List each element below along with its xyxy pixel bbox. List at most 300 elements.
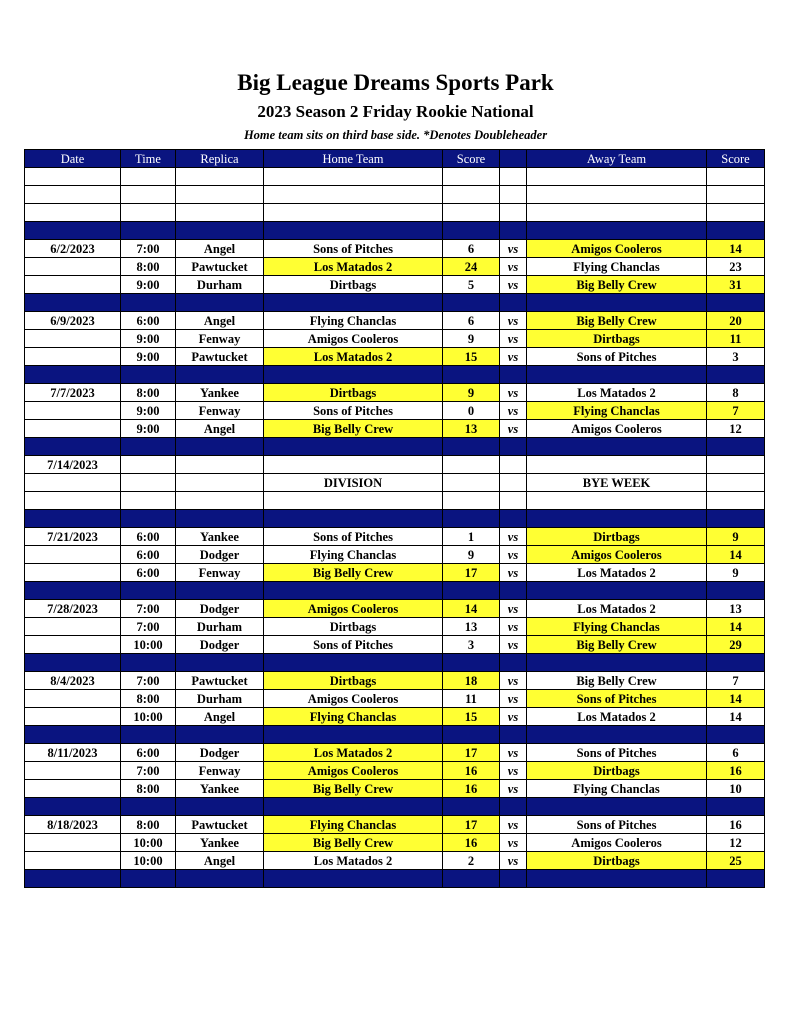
cell-away-score <box>707 456 765 474</box>
cell-time: 8:00 <box>121 816 176 834</box>
cell-away-score: 10 <box>707 780 765 798</box>
separator-cell <box>707 366 765 384</box>
cell-replica: Yankee <box>176 780 264 798</box>
cell-date <box>25 330 121 348</box>
separator-cell <box>264 870 443 888</box>
cell-date <box>25 474 121 492</box>
separator-cell <box>443 366 500 384</box>
cell-home-team: Dirtbags <box>264 384 443 402</box>
separator-cell <box>500 510 527 528</box>
cell-away-team: Dirtbags <box>527 852 707 870</box>
table-row <box>25 492 765 510</box>
cell-home-team: Flying Chanclas <box>264 546 443 564</box>
cell-away-team: Dirtbags <box>527 330 707 348</box>
cell-time: 9:00 <box>121 330 176 348</box>
separator-cell <box>264 366 443 384</box>
table-row <box>25 744 765 762</box>
table-row <box>25 780 765 798</box>
cell-vs: vs <box>500 708 527 726</box>
cell-away-team <box>527 204 707 222</box>
cell-time: 6:00 <box>121 546 176 564</box>
separator-cell <box>176 294 264 312</box>
cell-date: 6/2/2023 <box>25 240 121 258</box>
cell-away-score: 12 <box>707 834 765 852</box>
cell-away-team: Los Matados 2 <box>527 384 707 402</box>
cell-away-score: 3 <box>707 348 765 366</box>
cell-away-team: Big Belly Crew <box>527 636 707 654</box>
separator-cell <box>25 870 121 888</box>
cell-home-score <box>443 186 500 204</box>
cell-time: 6:00 <box>121 312 176 330</box>
cell-vs: vs <box>500 744 527 762</box>
cell-vs: vs <box>500 762 527 780</box>
table-row <box>25 474 765 492</box>
cell-home-score: 6 <box>443 312 500 330</box>
cell-replica: Yankee <box>176 528 264 546</box>
separator-row <box>25 726 765 744</box>
cell-home-team <box>264 186 443 204</box>
cell-away-team: Flying Chanclas <box>527 618 707 636</box>
cell-away-score: 13 <box>707 600 765 618</box>
cell-away-score <box>707 168 765 186</box>
cell-home-team: Dirtbags <box>264 618 443 636</box>
separator-cell <box>527 222 707 240</box>
table-row <box>25 186 765 204</box>
table-row <box>25 258 765 276</box>
table-row <box>25 636 765 654</box>
col-header-home-score: Score <box>443 150 500 168</box>
cell-away-score: 23 <box>707 258 765 276</box>
cell-home-team <box>264 492 443 510</box>
cell-date <box>25 762 121 780</box>
cell-vs: vs <box>500 636 527 654</box>
table-row <box>25 852 765 870</box>
separator-cell <box>176 726 264 744</box>
cell-replica: Pawtucket <box>176 348 264 366</box>
cell-home-team: Amigos Cooleros <box>264 330 443 348</box>
cell-time <box>121 204 176 222</box>
cell-home-team <box>264 204 443 222</box>
separator-cell <box>527 726 707 744</box>
cell-vs <box>500 204 527 222</box>
cell-replica <box>176 186 264 204</box>
cell-home-score: 24 <box>443 258 500 276</box>
table-row <box>25 690 765 708</box>
cell-time: 6:00 <box>121 744 176 762</box>
cell-replica: Pawtucket <box>176 258 264 276</box>
cell-away-score <box>707 492 765 510</box>
cell-vs: vs <box>500 330 527 348</box>
cell-home-team: Sons of Pitches <box>264 240 443 258</box>
cell-date <box>25 618 121 636</box>
table-row <box>25 240 765 258</box>
separator-cell <box>707 510 765 528</box>
separator-cell <box>527 294 707 312</box>
cell-home-team: Los Matados 2 <box>264 744 443 762</box>
cell-time: 10:00 <box>121 636 176 654</box>
separator-row <box>25 654 765 672</box>
table-row <box>25 402 765 420</box>
separator-cell <box>500 582 527 600</box>
table-row <box>25 672 765 690</box>
cell-replica: Pawtucket <box>176 672 264 690</box>
cell-vs: vs <box>500 546 527 564</box>
table-row <box>25 348 765 366</box>
cell-vs: vs <box>500 852 527 870</box>
cell-vs <box>500 492 527 510</box>
separator-row <box>25 582 765 600</box>
cell-replica <box>176 456 264 474</box>
cell-home-score: 13 <box>443 618 500 636</box>
cell-time: 8:00 <box>121 258 176 276</box>
cell-home-score: 1 <box>443 528 500 546</box>
cell-replica: Dodger <box>176 744 264 762</box>
cell-home-score: 16 <box>443 780 500 798</box>
table-row <box>25 708 765 726</box>
cell-home-score: 17 <box>443 744 500 762</box>
separator-cell <box>527 798 707 816</box>
separator-cell <box>264 510 443 528</box>
cell-home-team: Flying Chanclas <box>264 708 443 726</box>
cell-away-team: Sons of Pitches <box>527 816 707 834</box>
cell-time <box>121 492 176 510</box>
cell-home-score: 5 <box>443 276 500 294</box>
cell-away-team: Los Matados 2 <box>527 600 707 618</box>
cell-home-team: Los Matados 2 <box>264 348 443 366</box>
cell-home-team <box>264 168 443 186</box>
cell-date: 7/14/2023 <box>25 456 121 474</box>
table-row <box>25 834 765 852</box>
separator-cell <box>500 366 527 384</box>
separator-cell <box>176 798 264 816</box>
cell-vs: vs <box>500 384 527 402</box>
cell-home-team: Amigos Cooleros <box>264 762 443 780</box>
cell-home-score: 11 <box>443 690 500 708</box>
cell-date <box>25 852 121 870</box>
cell-home-score: 17 <box>443 816 500 834</box>
cell-date: 8/11/2023 <box>25 744 121 762</box>
separator-cell <box>707 654 765 672</box>
cell-time: 7:00 <box>121 240 176 258</box>
cell-date <box>25 492 121 510</box>
cell-date: 6/9/2023 <box>25 312 121 330</box>
cell-time: 9:00 <box>121 276 176 294</box>
cell-date <box>25 834 121 852</box>
cell-home-team: Sons of Pitches <box>264 402 443 420</box>
separator-cell <box>264 294 443 312</box>
cell-vs: vs <box>500 618 527 636</box>
separator-cell <box>500 222 527 240</box>
separator-cell <box>264 582 443 600</box>
cell-replica: Angel <box>176 852 264 870</box>
cell-home-score: 16 <box>443 762 500 780</box>
separator-row <box>25 510 765 528</box>
cell-vs <box>500 456 527 474</box>
cell-home-team: Flying Chanclas <box>264 816 443 834</box>
separator-cell <box>527 438 707 456</box>
col-header-away-team: Away Team <box>527 150 707 168</box>
separator-row <box>25 870 765 888</box>
separator-cell <box>121 438 176 456</box>
separator-cell <box>707 726 765 744</box>
cell-time <box>121 168 176 186</box>
cell-replica: Angel <box>176 420 264 438</box>
cell-date: 7/21/2023 <box>25 528 121 546</box>
cell-time: 8:00 <box>121 780 176 798</box>
cell-away-team: Sons of Pitches <box>527 744 707 762</box>
separator-row <box>25 366 765 384</box>
cell-away-score: 16 <box>707 762 765 780</box>
cell-away-score: 12 <box>707 420 765 438</box>
table-row <box>25 276 765 294</box>
cell-away-score <box>707 474 765 492</box>
cell-vs: vs <box>500 816 527 834</box>
cell-date <box>25 168 121 186</box>
separator-row <box>25 438 765 456</box>
cell-time: 8:00 <box>121 384 176 402</box>
cell-time: 10:00 <box>121 852 176 870</box>
cell-away-team: Dirtbags <box>527 762 707 780</box>
cell-replica: Dodger <box>176 636 264 654</box>
cell-replica: Dodger <box>176 546 264 564</box>
separator-cell <box>264 654 443 672</box>
cell-home-score: 9 <box>443 546 500 564</box>
cell-away-team: Flying Chanclas <box>527 402 707 420</box>
table-row <box>25 600 765 618</box>
cell-home-score <box>443 456 500 474</box>
cell-away-score: 25 <box>707 852 765 870</box>
cell-home-team: Dirtbags <box>264 276 443 294</box>
cell-away-score: 29 <box>707 636 765 654</box>
cell-away-score: 14 <box>707 618 765 636</box>
separator-cell <box>25 798 121 816</box>
schedule-table <box>24 149 765 888</box>
col-header-vs <box>500 150 527 168</box>
cell-replica: Durham <box>176 618 264 636</box>
table-row <box>25 168 765 186</box>
cell-away-score: 7 <box>707 402 765 420</box>
separator-cell <box>121 222 176 240</box>
cell-home-score: 3 <box>443 636 500 654</box>
cell-away-score: 16 <box>707 816 765 834</box>
col-header-home-team: Home Team <box>264 150 443 168</box>
separator-cell <box>176 366 264 384</box>
cell-vs: vs <box>500 528 527 546</box>
cell-home-score <box>443 204 500 222</box>
cell-date: 8/18/2023 <box>25 816 121 834</box>
cell-replica: Dodger <box>176 600 264 618</box>
separator-cell <box>176 438 264 456</box>
separator-cell <box>500 798 527 816</box>
separator-cell <box>121 366 176 384</box>
cell-home-team: Big Belly Crew <box>264 564 443 582</box>
cell-away-team: Dirtbags <box>527 528 707 546</box>
cell-replica: Angel <box>176 708 264 726</box>
cell-vs: vs <box>500 600 527 618</box>
cell-replica <box>176 474 264 492</box>
cell-replica: Yankee <box>176 834 264 852</box>
cell-away-score: 14 <box>707 240 765 258</box>
cell-replica: Angel <box>176 312 264 330</box>
cell-date <box>25 564 121 582</box>
cell-vs: vs <box>500 672 527 690</box>
table-row <box>25 528 765 546</box>
cell-replica: Durham <box>176 690 264 708</box>
separator-cell <box>25 294 121 312</box>
separator-cell <box>443 438 500 456</box>
separator-cell <box>443 870 500 888</box>
cell-date <box>25 780 121 798</box>
cell-vs: vs <box>500 420 527 438</box>
cell-replica: Yankee <box>176 384 264 402</box>
table-row <box>25 420 765 438</box>
cell-time: 6:00 <box>121 528 176 546</box>
cell-date <box>25 636 121 654</box>
cell-time: 7:00 <box>121 762 176 780</box>
table-header-row <box>25 150 765 168</box>
cell-vs: vs <box>500 312 527 330</box>
cell-away-team: Big Belly Crew <box>527 312 707 330</box>
separator-cell <box>176 654 264 672</box>
cell-date <box>25 348 121 366</box>
col-header-away-score: Score <box>707 150 765 168</box>
page-note: Home team sits on third base side. *Denotes Doubleheader <box>243 128 548 142</box>
cell-home-team: Flying Chanclas <box>264 312 443 330</box>
cell-vs: vs <box>500 240 527 258</box>
separator-cell <box>25 510 121 528</box>
cell-away-team: Sons of Pitches <box>527 348 707 366</box>
separator-cell <box>443 798 500 816</box>
cell-time: 9:00 <box>121 348 176 366</box>
cell-home-score <box>443 492 500 510</box>
cell-away-score: 7 <box>707 672 765 690</box>
separator-cell <box>264 222 443 240</box>
table-row <box>25 204 765 222</box>
separator-cell <box>176 870 264 888</box>
table-row <box>25 456 765 474</box>
table-row <box>25 816 765 834</box>
cell-home-team: Sons of Pitches <box>264 528 443 546</box>
separator-cell <box>707 294 765 312</box>
separator-cell <box>121 582 176 600</box>
cell-home-team: Los Matados 2 <box>264 258 443 276</box>
cell-away-score <box>707 204 765 222</box>
cell-away-score: 14 <box>707 546 765 564</box>
cell-home-score: 6 <box>443 240 500 258</box>
cell-date <box>25 204 121 222</box>
cell-away-team: Flying Chanclas <box>527 258 707 276</box>
separator-cell <box>707 798 765 816</box>
cell-replica: Fenway <box>176 330 264 348</box>
cell-home-team <box>264 456 443 474</box>
table-row <box>25 762 765 780</box>
cell-away-team: Amigos Cooleros <box>527 834 707 852</box>
separator-cell <box>500 726 527 744</box>
cell-home-score: 9 <box>443 384 500 402</box>
separator-cell <box>176 222 264 240</box>
cell-home-team: DIVISION <box>264 474 443 492</box>
separator-cell <box>527 510 707 528</box>
separator-cell <box>264 798 443 816</box>
separator-cell <box>25 726 121 744</box>
cell-replica: Angel <box>176 240 264 258</box>
cell-home-score: 2 <box>443 852 500 870</box>
separator-cell <box>443 294 500 312</box>
cell-away-team: Amigos Cooleros <box>527 546 707 564</box>
cell-vs: vs <box>500 276 527 294</box>
cell-away-team: BYE WEEK <box>527 474 707 492</box>
separator-cell <box>121 294 176 312</box>
cell-vs: vs <box>500 348 527 366</box>
separator-cell <box>707 222 765 240</box>
separator-cell <box>121 726 176 744</box>
cell-date: 7/28/2023 <box>25 600 121 618</box>
cell-replica: Durham <box>176 276 264 294</box>
separator-cell <box>500 294 527 312</box>
cell-away-score: 9 <box>707 564 765 582</box>
cell-time <box>121 456 176 474</box>
cell-date <box>25 690 121 708</box>
cell-replica <box>176 204 264 222</box>
separator-cell <box>121 510 176 528</box>
table-row <box>25 330 765 348</box>
col-header-date: Date <box>25 150 121 168</box>
separator-cell <box>500 870 527 888</box>
cell-vs: vs <box>500 402 527 420</box>
cell-away-score: 31 <box>707 276 765 294</box>
separator-cell <box>121 870 176 888</box>
cell-away-team: Amigos Cooleros <box>527 420 707 438</box>
separator-cell <box>25 222 121 240</box>
cell-home-team: Amigos Cooleros <box>264 690 443 708</box>
separator-cell <box>176 510 264 528</box>
cell-time: 8:00 <box>121 690 176 708</box>
cell-vs: vs <box>500 258 527 276</box>
table-row <box>25 312 765 330</box>
table-row <box>25 618 765 636</box>
cell-date <box>25 186 121 204</box>
page-subtitle: 2023 Season 2 Friday Rookie National <box>257 102 534 121</box>
cell-time: 7:00 <box>121 672 176 690</box>
cell-date <box>25 546 121 564</box>
cell-date <box>25 420 121 438</box>
cell-date <box>25 402 121 420</box>
separator-cell <box>443 654 500 672</box>
schedule-body <box>25 168 765 888</box>
cell-home-team: Big Belly Crew <box>264 420 443 438</box>
cell-home-team: Big Belly Crew <box>264 834 443 852</box>
cell-vs <box>500 474 527 492</box>
separator-row <box>25 294 765 312</box>
cell-replica: Fenway <box>176 762 264 780</box>
cell-away-score: 14 <box>707 708 765 726</box>
cell-date: 7/7/2023 <box>25 384 121 402</box>
cell-date: 8/4/2023 <box>25 672 121 690</box>
separator-cell <box>527 870 707 888</box>
cell-away-score: 14 <box>707 690 765 708</box>
cell-time: 9:00 <box>121 402 176 420</box>
cell-away-team: Los Matados 2 <box>527 564 707 582</box>
cell-vs: vs <box>500 564 527 582</box>
cell-vs <box>500 186 527 204</box>
cell-away-score: 20 <box>707 312 765 330</box>
cell-home-team: Dirtbags <box>264 672 443 690</box>
separator-row <box>25 222 765 240</box>
cell-replica: Fenway <box>176 402 264 420</box>
cell-home-score: 15 <box>443 708 500 726</box>
separator-cell <box>25 582 121 600</box>
separator-cell <box>25 366 121 384</box>
